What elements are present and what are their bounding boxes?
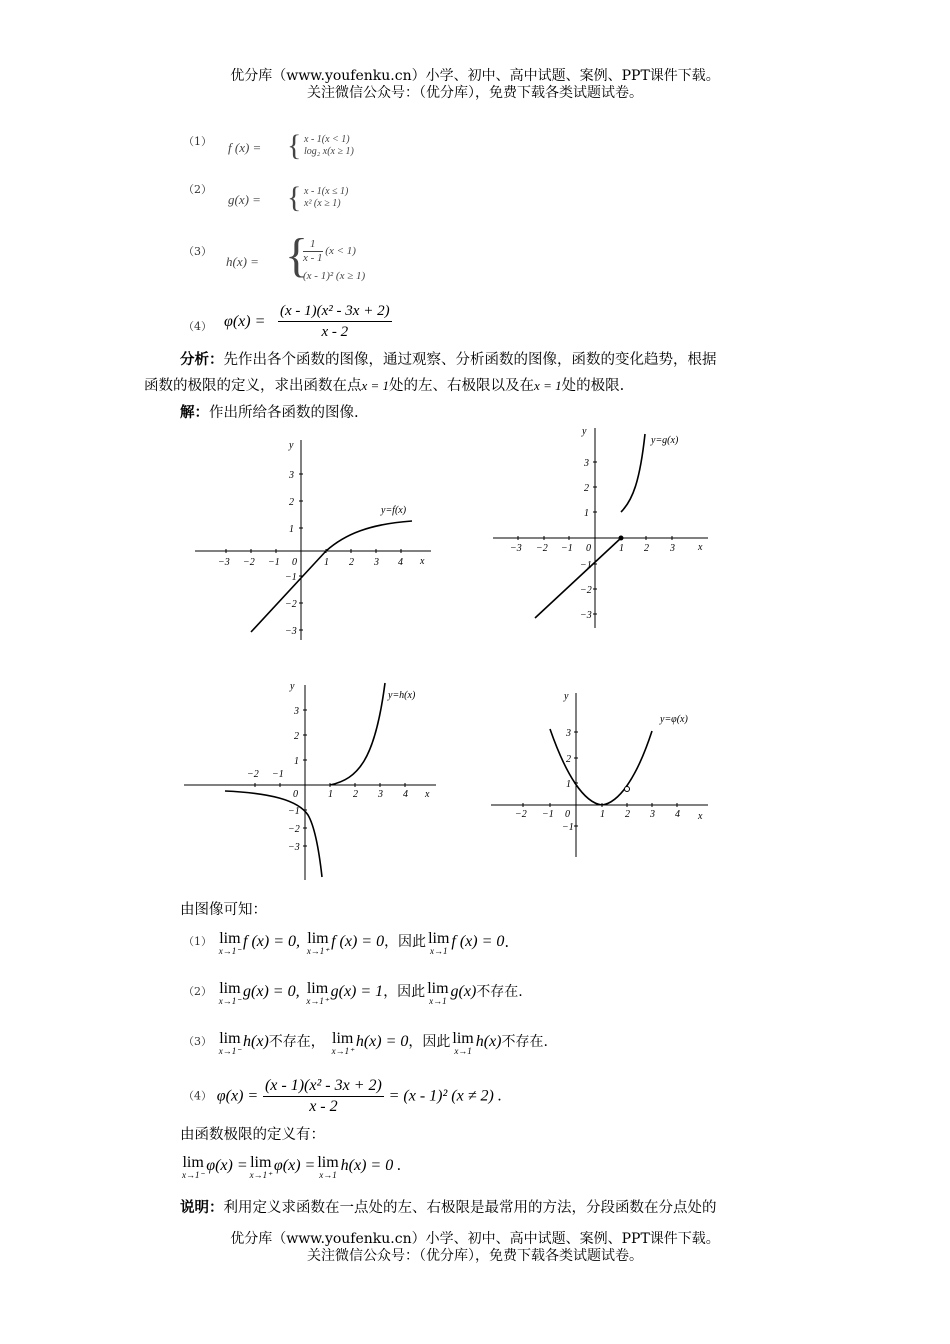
analysis-text-2c: 处的极限. (561, 378, 625, 394)
graph-h (180, 675, 440, 880)
conclusion-4-rhs: = (x - 1)² (x ≠ 2) . (388, 1087, 502, 1105)
solution-label: 解 (180, 404, 195, 421)
graph-phi-xtick-5: 2 (625, 809, 630, 820)
problem-4 (183, 315, 212, 337)
graph-f-ytick-2: 2 (289, 497, 294, 508)
conclusion-2-end: 不存在. (476, 984, 523, 1000)
problem-1-case-1: x - 1(x < 1) (304, 134, 350, 145)
graph-h-y-name: y (290, 681, 295, 692)
graph-h-ytick-1: 3 (294, 706, 299, 717)
graph-h-ytick-3: 1 (294, 756, 299, 767)
analysis-eq-2: x = 1 (534, 378, 562, 393)
conclusion-1-expr-1: f (x) = 0, (243, 933, 301, 950)
conclusion-1-end: . (504, 933, 510, 951)
problem-3-case-1-den: x - 1 (303, 252, 323, 264)
graph-f-x-name: x (420, 556, 425, 567)
analysis-label: 分析 (180, 351, 209, 368)
conclusion-4-number: （4） (183, 1089, 212, 1103)
analysis-line-1 (180, 350, 717, 370)
graph-f-y-name: y (289, 440, 294, 451)
problem-1-lhs: f (x) = (228, 140, 262, 155)
graph-h-ytick-2: 2 (294, 731, 299, 742)
graph-g-label: y=g(x) (651, 435, 679, 446)
graph-f-curve-left (251, 551, 326, 632)
graph-phi (488, 685, 718, 860)
graph-h-xtick-5: 2 (353, 789, 358, 800)
solution-line (180, 403, 359, 423)
conclusion-3-lim-both: lim x→1 (452, 1030, 474, 1056)
page-footer (0, 1231, 950, 1265)
analysis-colon: ： (209, 351, 224, 368)
graph-g-ytick-4: −1 (580, 560, 592, 571)
solution-text: 作出所给各函数的图像. (209, 405, 359, 421)
graph-g-curve-left (535, 538, 621, 618)
analysis-text-2a: 函数的极限的定义，求出函数在点 (144, 378, 362, 394)
graph-phi-xtick-6: 3 (650, 809, 655, 820)
note-label: 说明 (180, 1199, 209, 1216)
conclusion-definition: 由函数极限的定义有： (180, 1127, 325, 1143)
conclusion-4-denominator: x - 2 (309, 1098, 338, 1115)
graph-f-xtick-1: −3 (218, 557, 230, 568)
conclusion-1-expr-3: f (x) = 0 (451, 933, 505, 950)
conclusion-2-mid: ，因此 (383, 984, 426, 1000)
graph-f-xtick-8: 4 (398, 557, 403, 568)
problem-4-number: （4） (183, 320, 212, 333)
graph-f-ytick-1: 3 (289, 470, 294, 481)
graph-h-xtick-7: 4 (403, 789, 408, 800)
graph-phi-xtick-2: −1 (542, 809, 554, 820)
graph-h-xtick-3: 0 (293, 789, 298, 800)
conclusion-2-expr-1: g(x) = 0, (243, 983, 300, 1000)
problem-1 (183, 130, 212, 152)
graph-g-ytick-2: 2 (584, 483, 589, 494)
graph-g-xtick-6: 2 (644, 543, 649, 554)
graph-phi-label: y=φ(x) (660, 714, 688, 725)
graph-g-xtick-1: −3 (510, 543, 522, 554)
graph-phi-ytick-4: −1 (562, 822, 574, 833)
problem-3-lhs: h(x) = (226, 254, 259, 269)
problem-1-case-2: log₂ x(x ≥ 1) (304, 146, 354, 157)
problem-2-case-2: x² (x ≥ 1) (304, 198, 341, 209)
conclusion-3-lim-right: lim x→1⁺ (331, 1030, 354, 1056)
graph-g-x-name: x (698, 542, 703, 553)
problem-4-lhs: φ(x) = (224, 313, 266, 330)
graph-g-ytick-6: −3 (580, 610, 592, 621)
conclusion-4-lhs: φ(x) = (216, 1087, 259, 1105)
graph-phi-open-point (625, 787, 630, 792)
graph-g-xtick-3: −1 (561, 543, 573, 554)
conclusion-4-fraction (263, 1076, 384, 1117)
problem-4-fraction (278, 301, 392, 342)
conclusion-2-expr-3: g(x) (450, 983, 477, 1000)
conclusion-2-lim-both: lim x→1 (427, 980, 449, 1006)
conclusion-intro: 由图像可知： (180, 902, 267, 918)
graph-h-ytick-5: −2 (288, 824, 300, 835)
conclusion-1-lim-right: lim x→1⁺ (306, 930, 330, 956)
graph-g-curve-right (621, 434, 645, 512)
problem-3-case-1-cond: (x < 1) (325, 245, 356, 258)
problem-3-brace: { (285, 229, 309, 282)
conclusion-1 (183, 932, 509, 956)
graph-phi-y-name: y (564, 691, 569, 702)
conclusion-1-mid: ，因此 (384, 934, 427, 950)
problem-1-cases (304, 134, 354, 158)
problem-1-number: （1） (183, 135, 212, 148)
graph-g-xtick-5: 1 (619, 543, 624, 554)
final-lim-right: lim x→1⁺ (249, 1154, 272, 1180)
graph-h-xtick-2: −1 (272, 769, 284, 780)
conclusion-3-expr-3: h(x) (475, 1033, 502, 1050)
problem-3 (183, 240, 212, 262)
graph-g-xtick-7: 3 (670, 543, 675, 554)
problem-2-number: （2） (183, 183, 212, 196)
problem-2-lhs: g(x) = (228, 192, 261, 207)
problem-2 (183, 178, 212, 200)
graph-h-ytick-4: −1 (288, 806, 300, 817)
graph-g-xtick-4: 0 (586, 543, 591, 554)
problem-3-cases (303, 238, 365, 283)
conclusion-3-text-1: 不存在， (268, 1034, 325, 1050)
conclusion-4 (183, 1076, 502, 1117)
final-lim-left: lim x→1⁻ (182, 1154, 205, 1180)
final-lim-both: lim x→1 (317, 1154, 339, 1180)
analysis-text-2b: 处的左、右极限以及在 (389, 378, 535, 394)
conclusion-2-lim-left: lim x→1⁻ (218, 980, 242, 1006)
graph-f-curve-right (326, 521, 412, 551)
final-expr-1: φ(x) = (206, 1157, 248, 1174)
problem-1-brace: { (287, 129, 302, 162)
problem-3-case-2: (x - 1)² (x ≥ 1) (303, 270, 366, 282)
page-header (0, 68, 950, 102)
footer-line-2: 关注微信公众号：（优分库），免费下载各类试题试卷。 (307, 1248, 643, 1264)
graph-f (185, 430, 445, 645)
conclusion-2-lim-right: lim x→1⁺ (306, 980, 329, 1006)
graph-phi-xtick-1: −2 (515, 809, 527, 820)
graph-g-y-name: y (582, 426, 587, 437)
final-expr-3: h(x) = 0 . (340, 1157, 402, 1174)
graph-h-xtick-4: 1 (328, 789, 333, 800)
graph-f-ytick-3: 1 (289, 524, 294, 535)
note-line (180, 1198, 717, 1218)
graph-phi-curve (550, 729, 652, 805)
conclusion-2-expr-2: g(x) = 1 (330, 983, 384, 1000)
graph-f-ytick-6: −3 (285, 626, 297, 637)
analysis-text-1: 先作出各个函数的图像，通过观察、分析函数的图像，函数的变化趋势，根据 (223, 352, 717, 368)
graph-f-xtick-4: 0 (292, 557, 297, 568)
conclusion-final (180, 1156, 401, 1180)
graph-phi-ytick-3: 1 (566, 779, 571, 790)
graph-h-x-name: x (425, 789, 430, 800)
graph-phi-xtick-3: 0 (565, 809, 570, 820)
graph-g-closed-point (619, 536, 624, 541)
conclusion-2-number: （2） (183, 985, 212, 998)
graph-f-xtick-3: −1 (268, 557, 280, 568)
problem-2-cases (304, 186, 348, 210)
conclusion-3-number: （3） (183, 1035, 212, 1048)
graph-g-ytick-5: −2 (580, 585, 592, 596)
graph-h-xtick-1: −2 (247, 769, 259, 780)
problem-3-case-1-frac (303, 238, 323, 265)
graph-f-xtick-2: −2 (243, 557, 255, 568)
conclusion-4-numerator: (x - 1)(x² - 3x + 2) (263, 1076, 384, 1097)
graph-g-xtick-2: −2 (536, 543, 548, 554)
graph-h-xtick-6: 3 (378, 789, 383, 800)
conclusion-1-lim-both: lim x→1 (428, 930, 450, 956)
graph-phi-x-name: x (698, 811, 703, 822)
graph-g (488, 420, 718, 630)
problem-2-case-1: x - 1(x ≤ 1) (304, 186, 349, 197)
graph-g-ytick-1: 3 (584, 458, 589, 469)
solution-colon: ： (194, 404, 209, 421)
final-expr-2: φ(x) = (273, 1157, 316, 1174)
note-text: 利用定义求函数在一点处的左、右极限是最常用的方法，分段函数在分点处的 (223, 1200, 717, 1216)
graph-f-label: y=f(x) (381, 505, 407, 516)
problem-3-case-1-num: 1 (303, 238, 323, 252)
conclusion-1-number: （1） (183, 935, 212, 948)
graph-phi-ytick-1: 3 (566, 728, 571, 739)
graph-f-xtick-6: 2 (349, 557, 354, 568)
conclusion-3-expr-2: h(x) = 0 (355, 1033, 409, 1050)
graph-phi-xtick-7: 4 (675, 809, 680, 820)
graph-g-ytick-3: 1 (584, 508, 589, 519)
header-line-2: 关注微信公众号：（优分库），免费下载各类试题试卷。 (307, 85, 643, 101)
graph-h-curve-right (330, 683, 385, 785)
conclusion-3-end: 不存在. (501, 1034, 548, 1050)
header-line-1: 优分库（www.youfenku.cn）小学、初中、高中试题、案例、PPT课件下载。 (230, 68, 720, 84)
conclusion-3 (183, 1032, 548, 1056)
conclusion-3-expr-1: h(x) (243, 1033, 269, 1050)
conclusion-3-lim-left: lim x→1⁻ (218, 1030, 242, 1056)
conclusion-3-mid: ，因此 (408, 1034, 451, 1050)
problem-4-numerator: (x - 1)(x² - 3x + 2) (278, 301, 392, 322)
problem-3-number: （3） (183, 245, 212, 258)
graph-h-curve-left (225, 791, 322, 877)
graph-f-xtick-5: 1 (324, 557, 329, 568)
graph-f-ytick-5: −2 (285, 599, 297, 610)
conclusion-1-lim-left: lim x→1⁻ (218, 930, 242, 956)
graph-f-ytick-4: −1 (285, 572, 297, 583)
problem-4-denominator: x - 2 (321, 324, 349, 340)
graph-h-label: y=h(x) (388, 690, 416, 701)
graph-h-ytick-6: −3 (288, 842, 300, 853)
footer-line-1: 优分库（www.youfenku.cn）小学、初中、高中试题、案例、PPT课件下载。 (230, 1231, 720, 1247)
conclusion-1-expr-2: f (x) = 0 (331, 933, 385, 950)
note-colon: ： (209, 1199, 224, 1216)
conclusion-2 (183, 982, 523, 1006)
analysis-line-2 (144, 376, 624, 396)
graph-f-xtick-7: 3 (374, 557, 379, 568)
graph-phi-xtick-4: 1 (600, 809, 605, 820)
problem-2-brace: { (287, 181, 302, 214)
graph-phi-ytick-2: 2 (566, 754, 571, 765)
analysis-eq-1: x = 1 (361, 378, 390, 393)
